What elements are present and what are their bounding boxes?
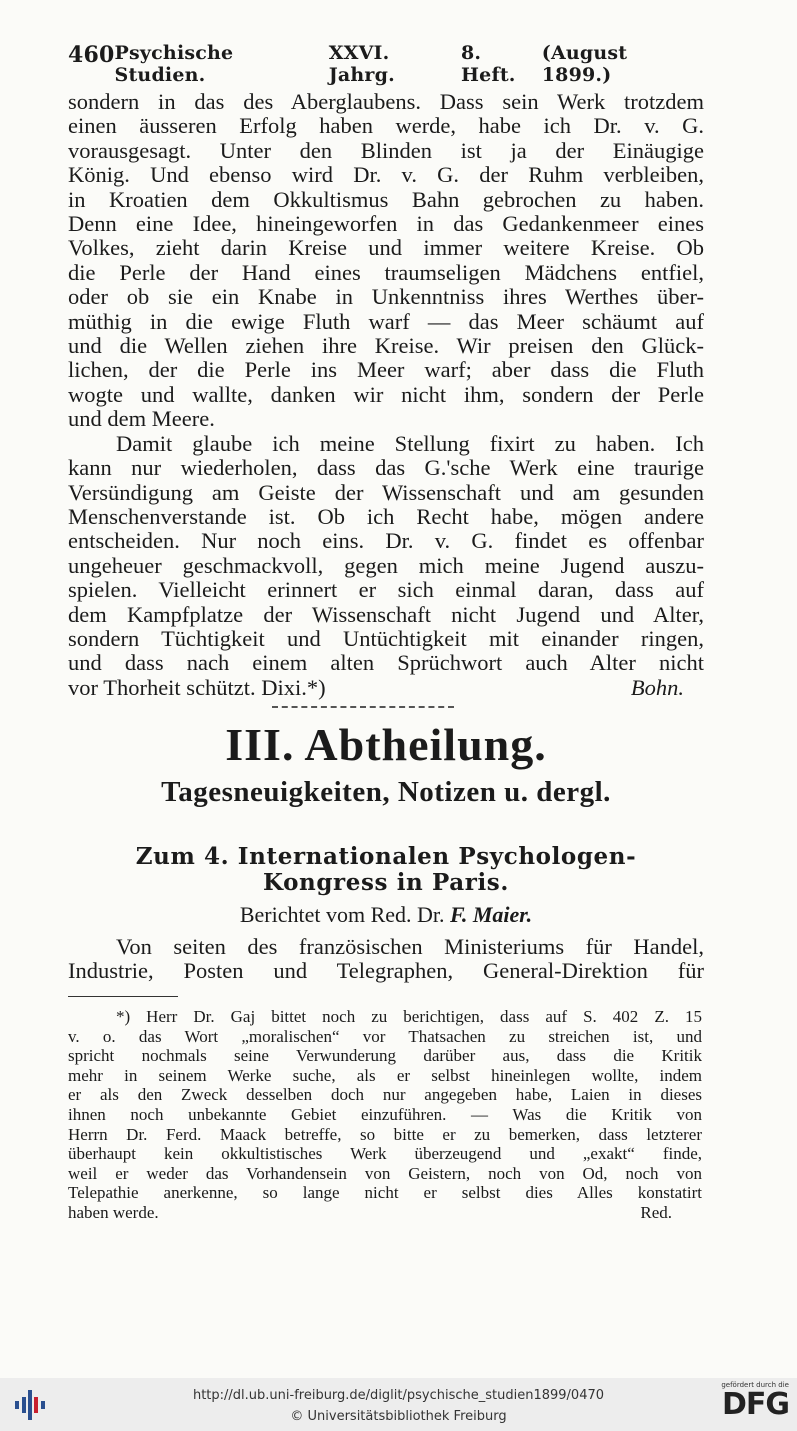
footnote-text: haben werde. [68,1202,159,1222]
section-divider [272,706,454,710]
text-line: einen äusseren Erfolg haben werde, habe ich Dr. v. G. [68,114,704,139]
text-line: oder ob sie ein Knabe in Unkenntniss ihres Werthes über- [68,285,704,310]
issue-date: (August 1899.) [541,42,628,86]
running-header [68,42,702,86]
text-line: wogte und wallte, danken wir nicht ihm, sondern der Perle [68,382,704,407]
text-line: und die Wellen ziehen ihre Kreise. Wir preisen den Glück- [68,334,704,359]
footnote-line: v. o. das Wort „moralischen“ vor Thatsachen zu streichen ist, und [68,1026,702,1046]
closing-line [68,676,704,700]
dfg-logo [703,1381,789,1427]
journal-title: Psychische Studien. [114,42,234,86]
footnote-line: Telepathie anerkenne, so lange nicht er selbst dies Alles konstatirt [68,1183,702,1203]
text-line: Versündigung am Geiste der Wissenschaft und am gesunden [68,480,704,505]
article-body [68,935,704,984]
article-title-line: Kongress in Paris. [263,869,509,896]
text-line: Industrie, Posten und Telegraphen, General-Direktion für [68,959,704,984]
page-number: 460 [68,42,115,68]
copyright-notice: © Universitätsbibliothek Freiburg [290,1409,507,1424]
text-line: Von seiten des französischen Ministeriums für Handel, [116,935,704,959]
footnote-signature: Red. [640,1202,672,1222]
article-title [68,844,704,896]
text-line: vorausgesagt. Unter den Blinden ist ja der Einäugige [68,138,704,163]
text-line: sondern in das des Aberglaubens. Dass sein Werk trotzdem [68,90,704,114]
text-line: die Perle der Hand eines traumseligen Mädchens entfiel, [68,260,704,285]
footnote-line: Herrn Dr. Ferd. Maack betreffe, so bitte er zu bemerken, dass letzterer [68,1124,702,1144]
text-line: spielen. Vielleicht erinnert er sich einmal daran, dass auf [68,578,704,603]
permalink[interactable]: http://dl.ub.uni-freiburg.de/diglit/psychische_studien1899/0470 [192,1388,605,1403]
footnote-line: weil er weder das Vorhandensein von Geistern, noch von Od, noch von [68,1163,702,1183]
footnote-line: *) Herr Dr. Gaj bittet noch zu berichtigen, dass auf S. 402 Z. 15 [116,1007,702,1026]
section-title: III. Abtheilung. [225,719,547,770]
section-subtitle: Tagesneuigkeiten, Notizen u. dergl. [161,776,611,808]
text-line: Damit glaube ich meine Stellung fixirt zu haben. Ich [116,431,704,456]
text-line: und dass nach einem alten Sprüchwort auch Alter nicht [68,651,704,676]
article-title-line: Zum 4. Internationalen Psychologen- [135,843,637,870]
text-line: kann nur wiederholen, dass das G.'sche Werk eine traurige [68,456,704,481]
volume: XXVI. Jahrg. [328,42,395,86]
footnote-line: mehr in seinem Werke suche, als er selbst hineinlegen wollte, indem [68,1065,702,1085]
text-line: müthig in die ewige Fluth warf — das Meer schäumt auf [68,309,704,334]
text-line: lichen, der die Perle ins Meer warf; aber dass die Fluth [68,358,704,383]
issue: 8. Heft. [461,42,516,86]
body-text [68,90,704,700]
text-line: dem Kampfplatze der Wissenschaft nicht Jugend und Alter, [68,602,704,627]
footnote [68,1007,702,1223]
footnote-line: ihnen noch unbekannte Gebiet einzuführen. — Was die Kritik von [68,1104,702,1124]
footnote-last-line [68,1203,702,1223]
text-line: ungeheuer geschmackvoll, gegen mich meine Jugend auszu- [68,553,704,578]
dfg-tagline: gefördert durch die [721,1381,789,1389]
byline-prefix: Berichtet vom Red. Dr. [239,902,445,927]
viewer-footer [0,1378,797,1431]
footnote-rule [68,996,178,997]
text-line: Denn eine Idee, hineingeworfen in das Gedankenmeer eines [68,212,704,237]
text-line: König. Und ebenso wird Dr. v. G. der Ruhm verbleiben, [68,163,704,188]
footnote-line: spricht nochmals seine Verwunderung darüber aus, dass die Kritik [68,1046,702,1066]
text-line: in Kroatien dem Okkultismus Bahn gebrochen zu haben. [68,187,704,212]
author-signature: Bohn. [630,674,684,700]
text-line: Volkes, zieht darin Kreise und immer weitere Kreise. Ob [68,236,704,261]
text-line: Menschenverstande ist. Ob ich Recht habe, mögen andere [68,504,704,529]
byline-author: F. Maier. [450,902,533,927]
footnote-line: er als den Zweck desselben doch nur angegeben habe, Laien in dieses [68,1085,702,1105]
article-byline [68,902,704,928]
text-line: und dem Meere. [68,407,215,432]
dfg-logo-text: DFG [721,1387,789,1422]
text-line: entscheiden. Nur noch eins. Dr. v. G. findet es offenbar [68,529,704,554]
closing-text: vor Thorheit schützt. Dixi.*) [68,674,326,700]
text-line: sondern Tüchtigkeit und Untüchtigkeit mit einander ringen, [68,626,704,651]
footnote-line: überhaupt kein okkultistisches Werk überzeugend und „exakt“ finde, [68,1144,702,1164]
